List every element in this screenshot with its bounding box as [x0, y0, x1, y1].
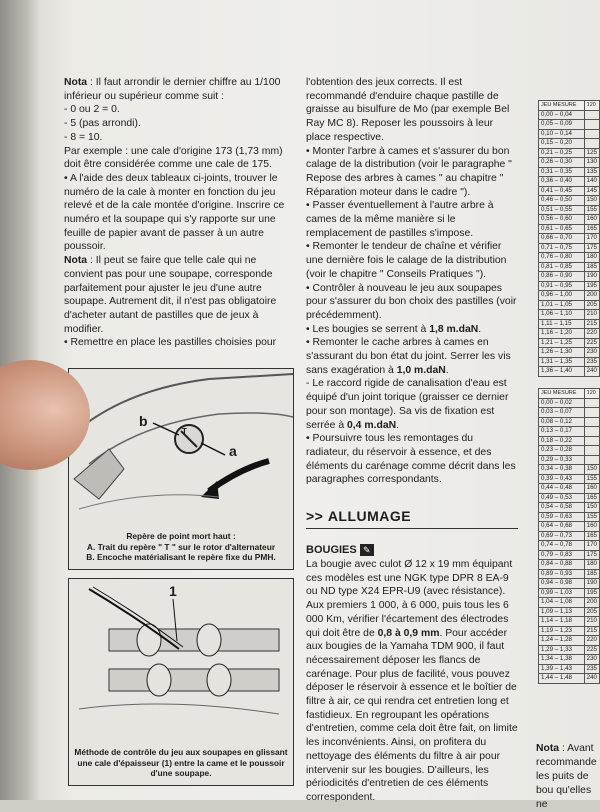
clearance-cell: 0,05 – 0,09 — [539, 120, 585, 130]
label-a: a — [229, 443, 237, 459]
shim-cell — [584, 129, 599, 139]
label-b: b — [139, 413, 148, 429]
table-row — [539, 243, 600, 253]
figure1-caption: Repère de point mort haut : A. Trait du repère " T " sur le rotor d'alternateur B. Encoche matérialisant le repère fixe du PMH. — [86, 531, 276, 563]
table-row — [539, 357, 600, 367]
shim-cell — [584, 120, 599, 130]
clearance-cell: 1,09 – 1,13 — [539, 607, 585, 617]
clearance-cell: 0,10 – 0,14 — [539, 129, 585, 139]
table-row — [539, 579, 600, 589]
shim-cell — [584, 417, 599, 427]
shim-cell: 135 — [584, 167, 599, 177]
table-row — [539, 664, 600, 674]
table-row — [539, 120, 600, 130]
shim-cell: 230 — [584, 655, 599, 665]
mark-t: T — [182, 427, 187, 436]
shim-cell — [584, 110, 599, 120]
clearance-cell: 1,19 – 1,23 — [539, 626, 585, 636]
shim-cell: 165 — [584, 224, 599, 234]
table-row — [539, 541, 600, 551]
clearance-cell: 0,36 – 0,40 — [539, 177, 585, 187]
shim-cell: 225 — [584, 338, 599, 348]
shim-cell: 180 — [584, 253, 599, 263]
table-row — [539, 436, 600, 446]
shim-cell: 240 — [584, 674, 599, 684]
shim-cell: 215 — [584, 626, 599, 636]
rounding-item-1: - 0 ou 2 = 0. — [64, 104, 120, 116]
table-row — [539, 253, 600, 263]
clearance-cell: 0,34 – 0,38 — [539, 465, 585, 475]
clearance-cell: 1,16 – 1,20 — [539, 329, 585, 339]
clearance-cell: 0,54 – 0,58 — [539, 503, 585, 513]
table1-header: JEU MESURE — [539, 101, 585, 111]
shim-cell: 125 — [584, 148, 599, 158]
camshaft-illustration — [69, 579, 293, 729]
clearance-cell: 1,34 – 1,38 — [539, 655, 585, 665]
shim-cell — [584, 408, 599, 418]
shim-cell: 200 — [584, 598, 599, 608]
clearance-cell: 1,26 – 1,30 — [539, 348, 585, 358]
clearance-cell: 0,84 – 0,88 — [539, 560, 585, 570]
shim-cell: 240 — [584, 367, 599, 377]
clearance-cell: 0,18 – 0,22 — [539, 436, 585, 446]
table-row — [539, 626, 600, 636]
shim-cell: 160 — [584, 522, 599, 532]
table-row — [539, 531, 600, 541]
clearance-cell: 0,49 – 0,53 — [539, 493, 585, 503]
right-note: Nota : Avant recommande les puits de bou qu'elles ne — [536, 743, 597, 810]
recheck-paragraph: • Contrôler à nouveau le jeu aux soupapes pour s'assurer du bon choix des pastilles (voir précédemment). — [306, 282, 517, 321]
table-row — [539, 291, 600, 301]
clearance-cell: 1,14 – 1,18 — [539, 617, 585, 627]
table-row — [539, 329, 600, 339]
shim-cell: 220 — [584, 329, 599, 339]
clearance-cell: 0,76 – 0,80 — [539, 253, 585, 263]
table-row — [539, 455, 600, 465]
shim-cell — [584, 427, 599, 437]
plug-type-paragraph: La bougie avec culot Ø 12 x 19 mm équipant ces modèles est une NGK type DPR 8 EA-9 ou ND type X24 EPR-U9 (avec résistance). — [306, 559, 513, 598]
camshaft-paragraph: • Monter l'arbre à cames et s'assurer du bon calage de la distribution (voir le paragraphe " Repose des arbres à cames " au chapitre " Réparation moteur dans le cadre "). — [306, 145, 512, 198]
clearance-cell: 1,06 – 1,10 — [539, 310, 585, 320]
table-row — [539, 348, 600, 358]
clearance-cell: 1,39 – 1,43 — [539, 664, 585, 674]
clearance-cell: 0,39 – 0,43 — [539, 474, 585, 484]
table-row — [539, 262, 600, 272]
clearance-cell: 0,69 – 0,73 — [539, 531, 585, 541]
shim-cell: 190 — [584, 272, 599, 282]
spark-plug-text — [306, 558, 518, 805]
table-row — [539, 569, 600, 579]
table-row — [539, 465, 600, 475]
second-camshaft-paragraph: • Passer éventuellement à l'autre arbre à cames de la même manière si le remplacement de pastilles s'impose. — [306, 200, 494, 239]
table-row — [539, 427, 600, 437]
note-rounding: Nota : Il faut arrondir le dernier chiffre au 1/100 inférieur ou supérieur comme suit : — [64, 77, 281, 102]
section-prefix: >> — [306, 508, 324, 524]
shim-cell — [584, 455, 599, 465]
clearance-cell: 0,03 – 0,07 — [539, 408, 585, 418]
shim-cell: 205 — [584, 300, 599, 310]
example-paragraph: Par exemple : une cale d'origine 173 (1,73 mm) doit être considérée comme une cale de 175. — [64, 145, 283, 171]
reassembly-paragraph: • Poursuivre tous les remontages du radiateur, du réservoir à essence, et des éléments du carénage comme décrit dans les paragraphes correspondants. — [306, 433, 516, 486]
table-row — [539, 196, 600, 206]
clearance-cell: 0,86 – 0,90 — [539, 272, 585, 282]
table-row — [539, 177, 600, 187]
figure-tdc-mark — [68, 368, 294, 570]
cover-torque: • Remonter le cache arbres à cames en s'assurant du bon état du joint. Serrer les vis sans exagération à 1,0 m.daN. — [306, 337, 511, 376]
clearance-cell: 0,99 – 1,03 — [539, 588, 585, 598]
plugs-torque: • Les bougies se serrent à 1,8 m.daN. — [306, 323, 482, 335]
shim-cell — [584, 398, 599, 408]
water-pipe-torque: - Le raccord rigide de canalisation d'eau est équipé d'un joint torique (graisser ce dernier pour son montage). Sa vis de fixation est serrée à 0,4 m.daN. — [306, 378, 509, 431]
shim-cell: 190 — [584, 579, 599, 589]
table-row — [539, 674, 600, 684]
table-row — [539, 167, 600, 177]
clearance-cell: 0,15 – 0,20 — [539, 139, 585, 149]
shim-cell: 180 — [584, 560, 599, 570]
shim-cell: 155 — [584, 512, 599, 522]
shim-cell: 185 — [584, 569, 599, 579]
shim-cell: 175 — [584, 550, 599, 560]
clearance-cell: 0,26 – 0,30 — [539, 158, 585, 168]
clearance-cell: 0,71 – 0,75 — [539, 243, 585, 253]
clearance-cell: 1,31 – 1,35 — [539, 357, 585, 367]
table-row — [539, 224, 600, 234]
table-row — [539, 186, 600, 196]
clearance-cell: 0,81 – 0,85 — [539, 262, 585, 272]
section-title: ALLUMAGE — [327, 508, 412, 524]
right-column — [306, 76, 518, 487]
table-row — [539, 560, 600, 570]
table-row — [539, 474, 600, 484]
shim-cell — [584, 436, 599, 446]
table-row — [539, 110, 600, 120]
shim-cell: 165 — [584, 493, 599, 503]
shim-cell: 170 — [584, 234, 599, 244]
shim-cell: 175 — [584, 243, 599, 253]
table-row — [539, 617, 600, 627]
table1-header-col: 120 — [584, 101, 599, 111]
clearance-cell: 0,08 – 0,12 — [539, 417, 585, 427]
clearance-cell: 0,51 – 0,55 — [539, 205, 585, 215]
clearance-cell: 0,21 – 0,25 — [539, 148, 585, 158]
shim-cell: 195 — [584, 281, 599, 291]
table-row — [539, 129, 600, 139]
clearance-cell: 0,59 – 0,63 — [539, 512, 585, 522]
shim-cell: 150 — [584, 465, 599, 475]
clearance-cell: 0,91 – 0,95 — [539, 281, 585, 291]
table-row — [539, 215, 600, 225]
tensioner-paragraph: • Remonter le tendeur de chaîne et vérifier une dernière fois le calage de la distribution (voir le chapitre " Conseils Pratiques "). — [306, 241, 507, 280]
table-row — [539, 484, 600, 494]
shim-cell: 235 — [584, 664, 599, 674]
shim-cell: 220 — [584, 636, 599, 646]
shim-cell: 155 — [584, 205, 599, 215]
shim-cell: 130 — [584, 158, 599, 168]
table-row — [539, 446, 600, 456]
shim-cell: 230 — [584, 348, 599, 358]
clearance-cell: 1,11 – 1,15 — [539, 319, 585, 329]
shim-cell: 205 — [584, 607, 599, 617]
rounding-item-2: - 5 (pas arrondi). — [64, 118, 141, 130]
shim-cell — [584, 139, 599, 149]
clearance-cell: 0,13 – 0,17 — [539, 427, 585, 437]
shim-cell: 170 — [584, 541, 599, 551]
table-row — [539, 493, 600, 503]
shim-cell: 155 — [584, 474, 599, 484]
shim-cell: 150 — [584, 196, 599, 206]
clearance-cell: 0,94 – 0,98 — [539, 579, 585, 589]
clearance-cell: 1,36 – 1,40 — [539, 367, 585, 377]
clearance-cell: 1,01 – 1,05 — [539, 300, 585, 310]
clearance-cell: 0,44 – 0,48 — [539, 484, 585, 494]
clearance-cell: 0,23 – 0,28 — [539, 446, 585, 456]
grease-paragraph: l'obtention des jeux corrects. Il est recommandé d'enduire chaque pastille de graisse au bisulfure de Mo (par exemple Bel Ray MC 8). Reposer les poussoirs à leur place respective. — [306, 77, 510, 143]
section-rule — [306, 528, 518, 529]
left-column — [64, 76, 296, 350]
shim-table-intake — [538, 100, 600, 377]
tables-instruction: • A l'aide des deux tableaux ci-joints, trouver le numéro de la cale à monter en fonction du jeu relevé et de la cale montée d'origine. Inscrire ce numéro et la soupape qui s'y rapporte sur une feuille de papier avant de passer à un autre poussoir. — [64, 172, 285, 253]
clearance-cell: 1,24 – 1,28 — [539, 636, 585, 646]
shim-cell: 195 — [584, 588, 599, 598]
table-row — [539, 503, 600, 513]
figure-valve-clearance — [68, 578, 294, 786]
label-1: 1 — [169, 583, 177, 599]
table-row — [539, 158, 600, 168]
shim-cell: 215 — [584, 319, 599, 329]
clearance-cell: 0,56 – 0,60 — [539, 215, 585, 225]
table-row — [539, 588, 600, 598]
refit-instruction: • Remettre en place les pastilles choisies pour — [64, 337, 277, 349]
table-row — [539, 645, 600, 655]
shim-cell: 145 — [584, 186, 599, 196]
shim-cell: 225 — [584, 645, 599, 655]
clearance-cell: 0,61 – 0,65 — [539, 224, 585, 234]
table-row — [539, 512, 600, 522]
clearance-cell: 0,00 – 0,04 — [539, 110, 585, 120]
table2-header: JEU MESURE — [539, 389, 585, 399]
shim-cell: 165 — [584, 531, 599, 541]
shim-cell: 210 — [584, 617, 599, 627]
clearance-cell: 1,04 – 1,08 — [539, 598, 585, 608]
clearance-cell: 1,44 – 1,48 — [539, 674, 585, 684]
clearance-cell: 0,46 – 0,50 — [539, 196, 585, 206]
table-row — [539, 319, 600, 329]
table-row — [539, 272, 600, 282]
table-row — [539, 398, 600, 408]
table-row — [539, 281, 600, 291]
table-row — [539, 550, 600, 560]
figure2-caption: Méthode de contrôle du jeu aux soupapes en glissant une cale d'épaisseur (1) entre la came et le poussoir d'une soupape. — [74, 747, 288, 779]
table-row — [539, 417, 600, 427]
shim-cell: 210 — [584, 310, 599, 320]
subsection-title: BOUGIES — [306, 543, 357, 556]
table-row — [539, 300, 600, 310]
table-row — [539, 636, 600, 646]
section-heading — [306, 508, 518, 529]
clearance-cell: 0,41 – 0,45 — [539, 186, 585, 196]
shim-cell: 160 — [584, 484, 599, 494]
subsection-heading — [306, 541, 518, 559]
clearance-cell: 0,96 – 1,00 — [539, 291, 585, 301]
clearance-cell: 1,21 – 1,25 — [539, 338, 585, 348]
clearance-cell: 1,29 – 1,33 — [539, 645, 585, 655]
table2-header-col: 120 — [584, 389, 599, 399]
clearance-cell: 0,89 – 0,93 — [539, 569, 585, 579]
note-shims: Nota : Il peut se faire que telle cale qui ne convient pas pour une soupape, corresponde parfaitement pour ajuster le jeu d'une autre soupape. Autrement dit, il n'est pas obligatoire d'acheter autant de pastilles que de jeux à modifier. — [64, 255, 277, 335]
clearance-cell: 0,79 – 0,83 — [539, 550, 585, 560]
table-row — [539, 598, 600, 608]
table-row — [539, 205, 600, 215]
plug-gap-paragraph: Aux premiers 1 000, à 6 000, puis tous les 6 000 Km, vérifier l'écartement des électrodes qui doit être de 0,8 à 0,9 mm. Pour accéder aux bougies de la Yamaha TDM 900, il faut nécessairement déposer les flancs de carénage. Pour plus de facilité, vous pouvez déposer le réservoir à essence et le boîtier de filtre à air, ce qui rendra cet entretien long et fastidieux. En regroupant les opérations d'entretien, comme cela doit être fait, on limite les inconvénients. Ainsi, on profitera du nettoyage des éléments du filtre à air pour intervenir sur les bougies. D'ailleurs, les périodicités d'entretien de ces éléments correspondent. — [306, 600, 518, 803]
table-row — [539, 148, 600, 158]
shim-cell — [584, 446, 599, 456]
wrench-icon: ✎ — [360, 544, 374, 556]
clearance-cell: 0,74 – 0,78 — [539, 541, 585, 551]
table-row — [539, 139, 600, 149]
table-row — [539, 408, 600, 418]
engine-cover-illustration — [69, 369, 293, 519]
shim-cell: 160 — [584, 215, 599, 225]
shim-cell: 200 — [584, 291, 599, 301]
table-row — [539, 607, 600, 617]
table-row — [539, 522, 600, 532]
shim-cell: 140 — [584, 177, 599, 187]
table-row — [539, 234, 600, 244]
shim-cell: 235 — [584, 357, 599, 367]
clearance-cell: 0,00 – 0,02 — [539, 398, 585, 408]
shim-cell: 185 — [584, 262, 599, 272]
clearance-cell: 0,64 – 0,68 — [539, 522, 585, 532]
clearance-cell: 0,31 – 0,35 — [539, 167, 585, 177]
shim-table-exhaust — [538, 388, 600, 684]
table-row — [539, 655, 600, 665]
shim-cell: 150 — [584, 503, 599, 513]
rounding-item-3: - 8 = 10. — [64, 131, 103, 143]
clearance-cell: 0,29 – 0,33 — [539, 455, 585, 465]
table-row — [539, 338, 600, 348]
table-row — [539, 310, 600, 320]
table-row — [539, 367, 600, 377]
clearance-cell: 0,66 – 0,70 — [539, 234, 585, 244]
